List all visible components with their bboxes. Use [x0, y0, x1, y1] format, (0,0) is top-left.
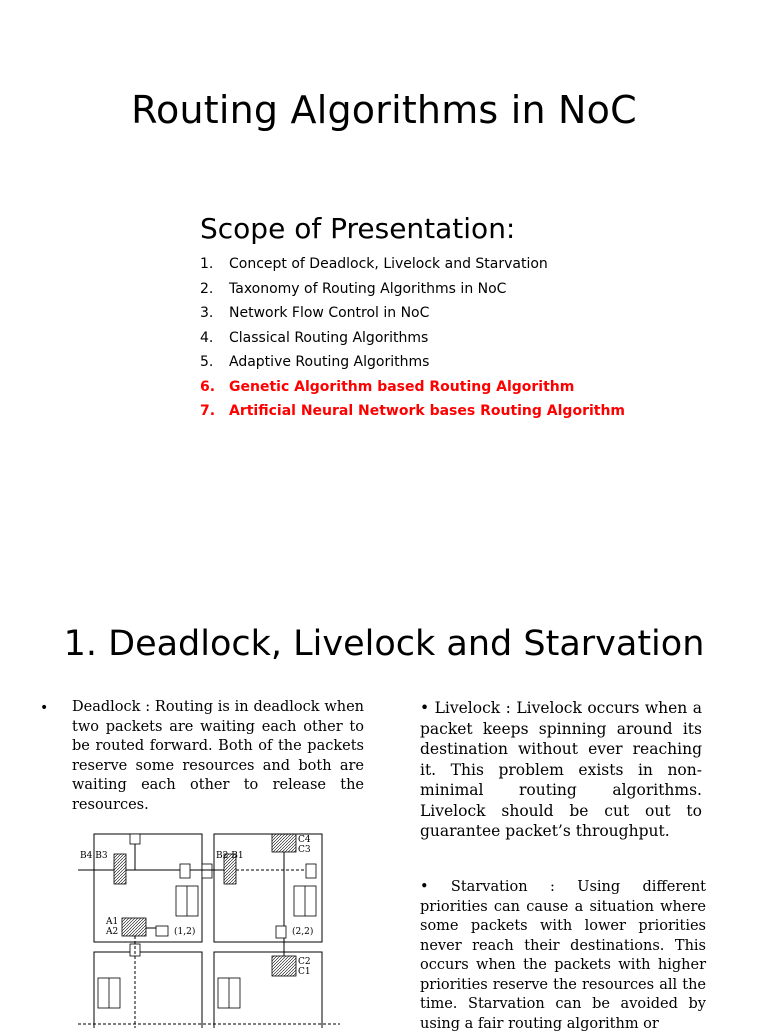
buffer-b4b3 — [114, 854, 126, 884]
label-c2: C2 — [298, 957, 311, 967]
scope-item: 2. Taxonomy of Routing Algorithms in NoC — [200, 280, 507, 297]
label-node-2-2: (2,2) — [292, 927, 314, 937]
label-a2: A2 — [106, 927, 119, 937]
buffer-c2c1 — [272, 956, 296, 976]
scope-list — [200, 254, 625, 426]
scope-item-highlighted: 7. Artificial Neural Network bases Routing Algorithm — [200, 403, 626, 419]
mesh-router-diagram — [78, 828, 340, 1028]
scope-item: 4. Classical Routing Algorithms — [200, 329, 429, 346]
scope-item-highlighted: 6. Genetic Algorithm based Routing Algorithm — [200, 378, 575, 395]
label-c1: C1 — [298, 967, 311, 977]
livelock-paragraph: • Livelock : Livelock occurs when a packet keeps spinning around its destination without ever reaching it. This problem exists in non-minimal routing algorithms. Livelock should be cut out to guarantee packet’s throughput. — [420, 699, 702, 840]
slide-2 — [0, 600, 768, 1032]
buffer-c4c3 — [272, 834, 296, 852]
slide-title: 1. Deadlock, Livelock and Starvation — [63, 624, 705, 664]
label-c3: C3 — [298, 845, 311, 855]
label-node-1-2: (1,2) — [174, 927, 196, 937]
scope-item: 1. Concept of Deadlock, Livelock and Starvation — [200, 256, 548, 272]
label-b4b3: B4 B3 — [80, 851, 108, 861]
bullet-icon: • — [40, 700, 49, 716]
starvation-paragraph: • Starvation : Using different priorities can cause a situation where some packets with lower priorities never reach their destinations. This occurs when the packets with higher priorities reserve the resources all the time. Starvation can be avoided by using a fair routing algorithm or — [420, 879, 706, 1032]
scope-heading: Scope of Presentation: — [200, 212, 516, 245]
label-c4: C4 — [298, 835, 311, 845]
buffer-a1a2 — [122, 918, 146, 936]
scope-item: 5. Adaptive Routing Algorithms — [200, 354, 430, 370]
label-b2b1: B2 B1 — [216, 851, 244, 861]
deadlock-paragraph: Deadlock : Routing is in deadlock when two packets are waiting each other to be routed forward. Both of the packets reserve some resources and both are waiting each other to release the resources. — [72, 699, 364, 813]
label-a1: A1 — [106, 917, 119, 927]
slide-divider — [0, 565, 768, 566]
scope-item: 3. Network Flow Control in NoC — [200, 305, 430, 321]
deadlock-diagram — [78, 828, 340, 1028]
slide-title: Routing Algorithms in NoC — [131, 88, 637, 132]
